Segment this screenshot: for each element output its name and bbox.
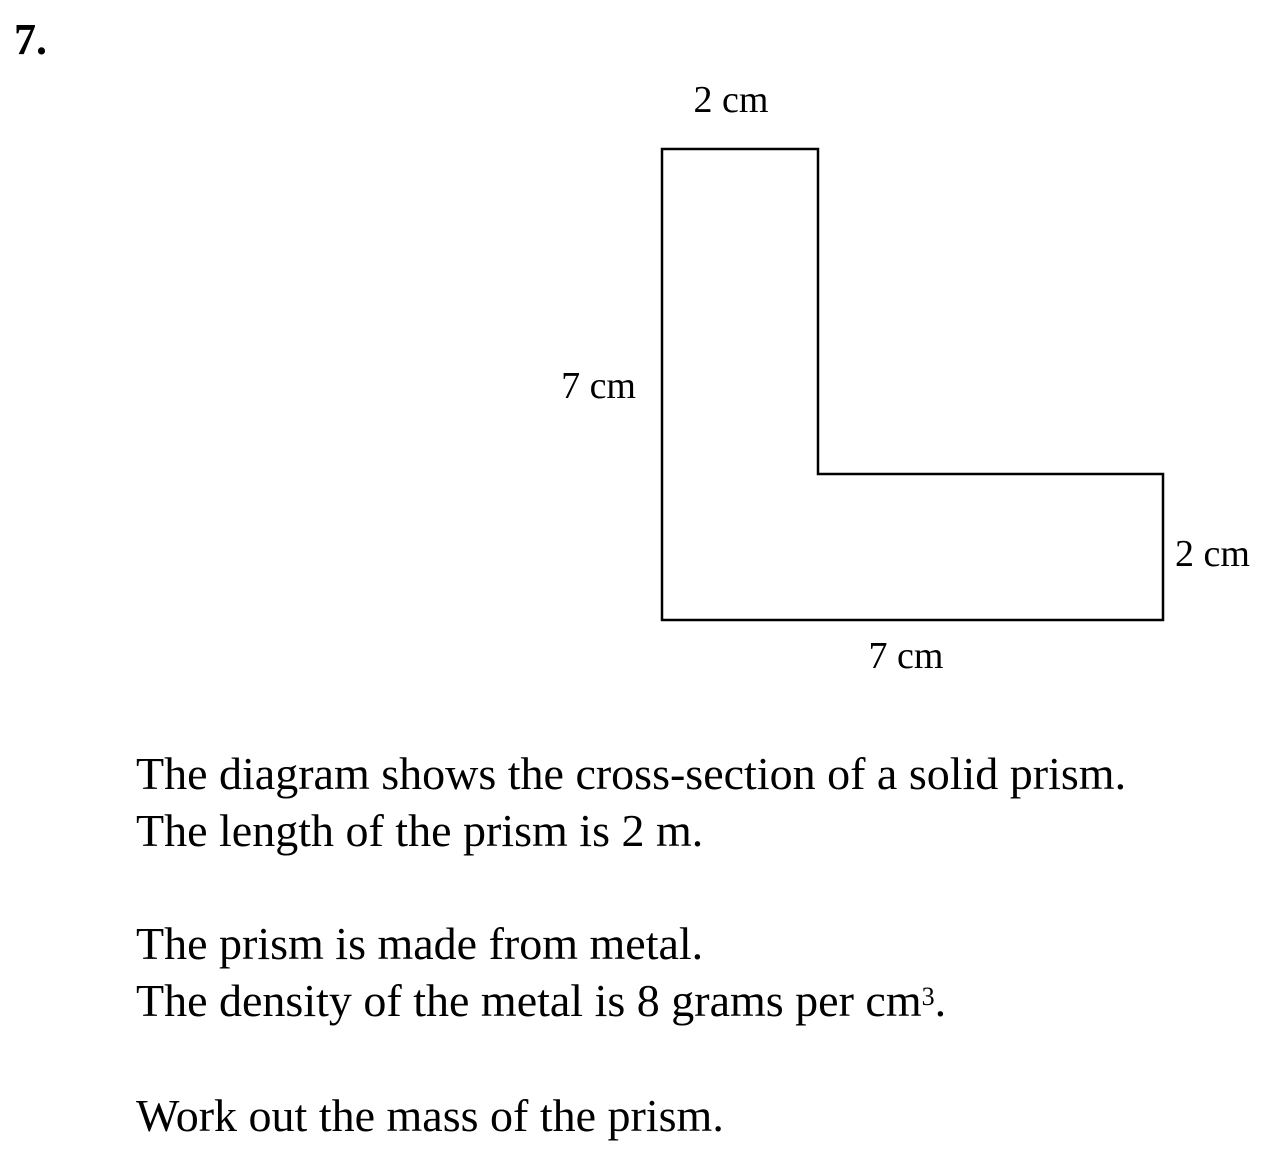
- label-bottom-width: 7 cm: [868, 635, 944, 677]
- superscript-three: 3: [921, 982, 935, 1011]
- problem-task: [136, 1087, 724, 1144]
- density-text: The density of the metal is 8 grams per cm: [136, 975, 922, 1026]
- label-left-height: 7 cm: [561, 365, 636, 407]
- density-period: .: [934, 975, 947, 1026]
- problem-material: [136, 915, 946, 1029]
- l-shape-cross-section: [662, 149, 1163, 620]
- text-line-1: The diagram shows the cross-section of a solid prism.: [136, 748, 1127, 799]
- text-line-4: [136, 972, 946, 1029]
- label-top-width: 2 cm: [693, 79, 769, 121]
- text-line-5: Work out the mass of the prism.: [136, 1090, 724, 1141]
- text-line-2: The length of the prism is 2 m.: [136, 805, 704, 856]
- problem-description: [136, 745, 1126, 859]
- label-right-height: 2 cm: [1175, 533, 1250, 575]
- text-line-3: The prism is made from metal.: [136, 918, 704, 969]
- question-number: 7.: [14, 15, 47, 64]
